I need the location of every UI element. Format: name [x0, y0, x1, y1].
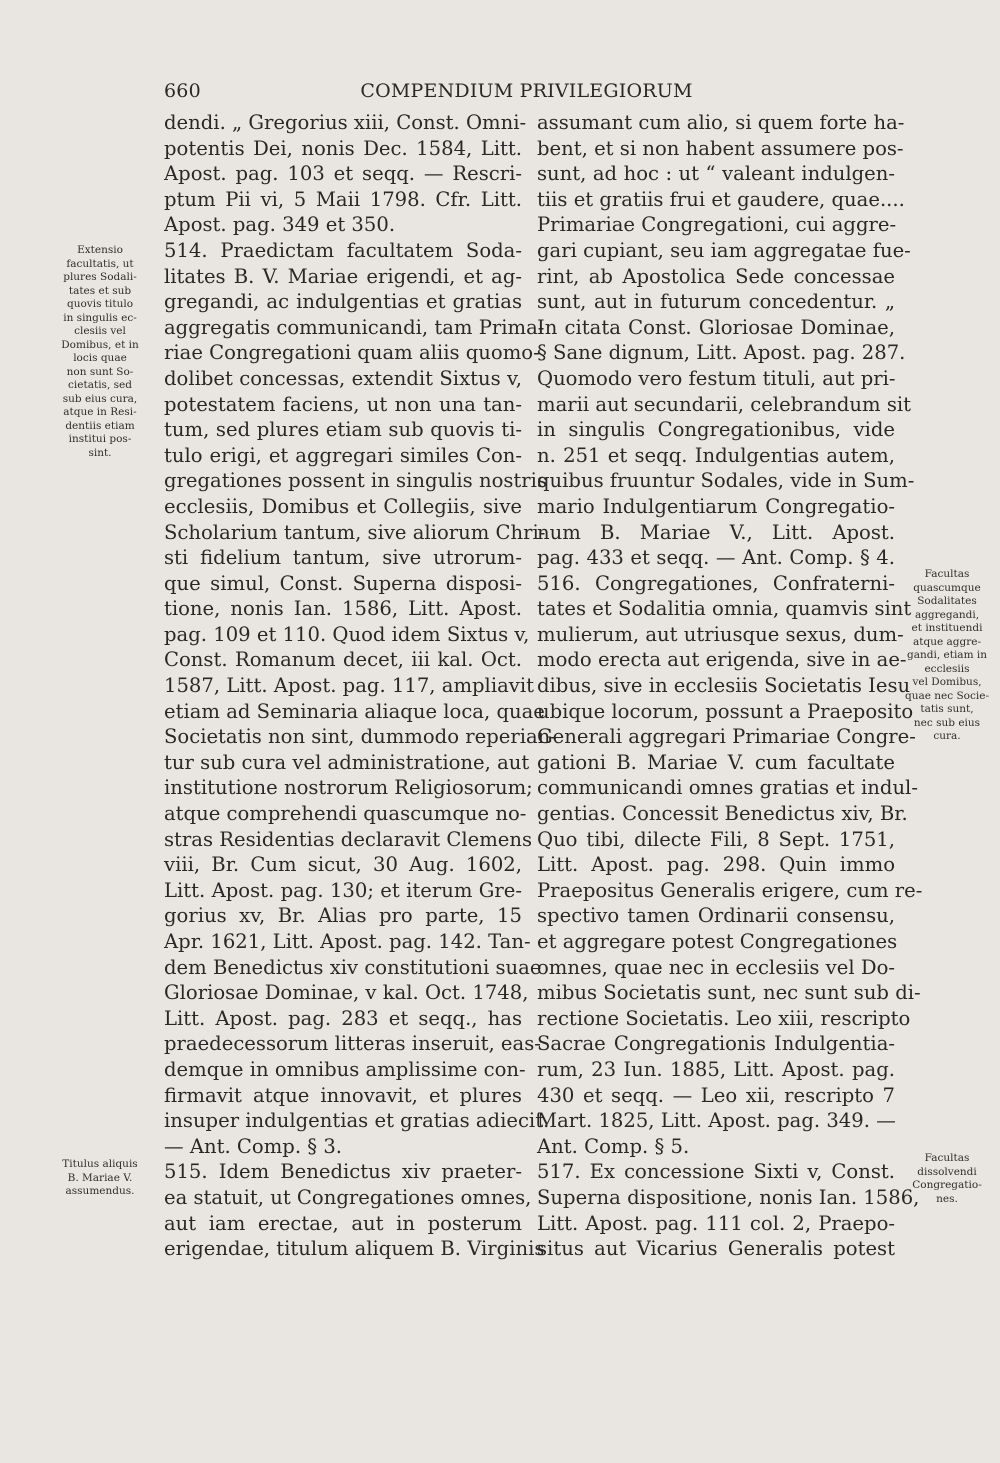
text-line: n. 251 et seqq. Indulgentias autem, [537, 443, 895, 467]
margin-note-line: assumendus. [65, 1185, 135, 1197]
text-line: ecclesiis, Domibus et Collegiis, sive [164, 494, 522, 518]
right-text-column [537, 110, 923, 1262]
margin-note-line: gandi, etiam in [907, 649, 987, 661]
text-line: litates B. V. Mariae erigendi, et ag- [164, 264, 522, 288]
margin-note-line: tates et sub [68, 284, 132, 297]
text-line: In citata Const. Gloriosae Dominae, [537, 315, 895, 339]
margin-note-line: nes. [936, 1192, 958, 1205]
margin-note-line: Extensio [77, 244, 123, 256]
margin-note-line: Facultas [924, 568, 970, 580]
text-line: sti fidelium tantum, sive utrorum- [164, 546, 522, 570]
margin-note-line: in singulis ec- [63, 311, 137, 324]
margin-note-line: Sodalitates [917, 595, 977, 607]
margin-note-line: ecclesiis [924, 662, 970, 675]
text-line: omnes, quae nec in ecclesiis vel Do- [537, 955, 895, 979]
text-line: stras Residentias declaravit Clemens [164, 827, 533, 851]
margin-note-line: tatis sunt, [920, 703, 974, 715]
text-line: modo erecta aut erigenda, sive in ae- [537, 648, 907, 672]
text-line: 517. Ex concessione Sixti v, Const. [537, 1160, 895, 1184]
text-line: Apost. pag. 349 et 350. [164, 213, 396, 237]
margin-note-line: aggregandi, [914, 608, 980, 621]
text-line: Gloriosae Dominae, v kal. Oct. 1748, [164, 981, 529, 1005]
text-line: ubique locorum, possunt a Praeposito [537, 699, 914, 723]
text-line: tulo erigi, et aggregari similes Con- [164, 443, 522, 467]
text-line: Quomodo vero festum tituli, aut pri- [537, 366, 896, 390]
text-line: Sacrae Congregationis Indulgentia- [537, 1032, 895, 1056]
margin-note-line: quae nec Socie- [904, 689, 989, 702]
text-line: sunt, ad hoc : ut “ valeant indulgen- [537, 162, 895, 186]
text-line: viii, Br. Cum sicut, 30 Aug. 1602, [164, 853, 522, 877]
text-line: mulierum, aut utriusque sexus, dum- [537, 622, 904, 646]
text-line: dibus, sive in ecclesiis Societatis Iesu [537, 674, 911, 698]
text-line: erigendae, titulum aliquem B. Virginis [164, 1237, 545, 1261]
text-line: potestatem faciens, ut non una tan- [164, 392, 522, 416]
margin-note-extensio [44, 244, 156, 460]
text-line: Litt. Apost. pag. 130; et iterum Gre- [164, 878, 522, 902]
text-line: aut iam erectae, aut in posterum [164, 1211, 522, 1235]
text-line: atque comprehendi quascumque no- [164, 802, 527, 826]
text-line: mibus Societatis sunt, nec sunt sub di- [537, 981, 921, 1005]
running-title: COMPENDIUM PRIVILEGIORUM [360, 80, 693, 102]
text-line: Const. Romanum decet, iii kal. Oct. [164, 648, 522, 672]
margin-note-line: cura. [933, 730, 961, 742]
text-line: riae Congregationi quam aliis quomo- [164, 341, 540, 365]
text-line: tione, nonis Ian. 1586, Litt. Apost. [164, 597, 522, 621]
text-line: Litt. Apost. pag. 283 et seqq., has [164, 1006, 522, 1030]
left-text-column [164, 110, 557, 1262]
text-line: Apr. 1621, Litt. Apost. pag. 142. Tan- [164, 930, 531, 953]
margin-note-line: locis quae [73, 352, 127, 364]
text-line: Mart. 1825, Litt. Apost. pag. 349. — [537, 1109, 896, 1133]
margin-note-line: Titulus aliquis [62, 1158, 138, 1170]
text-line: quibus fruuntur Sodales, vide in Sum- [537, 469, 915, 493]
text-line: pag. 433 et seqq. — Ant. Comp. § 4. [537, 546, 895, 570]
page-header [164, 80, 889, 110]
text-line: Scholarium tantum, sive aliorum Chri- [164, 520, 546, 544]
margin-note-line: atque aggre- [913, 635, 981, 648]
margin-note-line: dentiis etiam [65, 419, 135, 432]
text-line: dendi. „ Gregorius xiii, Const. Omni- [164, 111, 527, 134]
text-line: ea statuit, ut Congregationes omnes, [164, 1185, 532, 1209]
text-line: dolibet concessas, extendit Sixtus v, [164, 366, 522, 390]
margin-note-line: facultatis, ut [66, 257, 134, 270]
margin-note-line: sub eius cura, [62, 392, 138, 405]
text-line: et aggregare potest Congregationes [537, 930, 898, 953]
margin-note-line: Domibus, et in [61, 338, 139, 351]
text-line: § Sane dignum, Litt. Apost. pag. 287. [537, 341, 906, 365]
text-line: Primariae Congregationi, cui aggre- [537, 213, 897, 237]
margin-note-line: sint. [88, 446, 112, 459]
text-line: etiam ad Seminaria aliaque loca, quae [164, 699, 545, 723]
text-line: insuper indulgentias et gratias adiecit. [164, 1109, 550, 1133]
text-line: tum, sed plures etiam sub quovis ti- [164, 418, 522, 442]
text-line: rectione Societatis. Leo xiii, rescripto [537, 1006, 911, 1030]
text-line: Quo tibi, dilecte Fili, 8 Sept. 1751, [537, 827, 895, 851]
text-line: pag. 109 et 110. Quod idem Sixtus v, [164, 622, 530, 646]
text-line: assumant cum alio, si quem forte ha- [537, 111, 905, 134]
text-line: num B. Mariae V., Litt. Apost. [537, 520, 895, 544]
text-line: demque in omnibus amplissime con- [164, 1057, 526, 1081]
margin-note-line: non sunt So- [66, 365, 134, 378]
text-line: 516. Congregationes, Confraterni- [537, 571, 895, 595]
margin-note-facultas-aggregandi [900, 568, 994, 744]
text-line: — Ant. Comp. § 3. [164, 1134, 343, 1158]
margin-note-line: et instituendi [911, 622, 983, 634]
text-line: 514. Praedictam facultatem Soda- [164, 238, 522, 262]
margin-note-line: plures Sodali- [63, 271, 137, 283]
margin-note-titulus [44, 1158, 156, 1199]
text-line: 430 et seqq. — Leo xii, rescripto 7 [537, 1083, 895, 1107]
text-line: ptum Pii vi, 5 Maii 1798. Cfr. Litt. [164, 187, 522, 211]
text-line: firmavit atque innovavit, et plures [164, 1083, 522, 1107]
margin-note-facultas-dissolvendi [900, 1152, 994, 1206]
text-line: dem Benedictus xiv constitutioni suae [164, 955, 542, 979]
margin-note-line: nec sub eius [913, 716, 981, 729]
text-line: 515. Idem Benedictus xiv praeter- [164, 1160, 522, 1184]
margin-note-line: vel Domibus, [912, 676, 982, 688]
text-line: tates et Sodalitia omnia, quamvis sint [537, 597, 912, 621]
text-line: bent, et si non habent assumere pos- [537, 136, 904, 160]
margin-note-line: quovis titulo [66, 298, 134, 310]
text-line: gari cupiant, seu iam aggregatae fue- [537, 238, 911, 262]
text-line: Societatis non sint, dummodo reperian- [164, 725, 557, 749]
text-line: aggregatis communicandi, tam Prima- [164, 315, 545, 339]
text-line: tiis et gratiis frui et gaudere, quae.... [537, 187, 905, 211]
text-line: Superna dispositione, nonis Ian. 1586, [537, 1185, 920, 1209]
text-line: que simul, Const. Superna disposi- [164, 571, 522, 595]
text-line: rint, ab Apostolica Sede concessae [537, 264, 895, 288]
margin-note-line: dissolvendi [917, 1165, 977, 1178]
margin-note-line: institui pos- [68, 433, 132, 445]
text-line: Apost. pag. 103 et seqq. — Rescri- [164, 162, 522, 186]
margin-note-line: atque in Resi- [63, 406, 137, 418]
margin-note-line: Congregatio- [912, 1179, 982, 1191]
text-line: Litt. Apost. pag. 298. Quin immo [537, 853, 895, 877]
text-line: Generali aggregari Primariae Congre- [537, 725, 916, 749]
margin-note-line: clesiis vel [74, 325, 126, 337]
text-line: potentis Dei, nonis Dec. 1584, Litt. [164, 136, 522, 160]
margin-note-line: quascumque [913, 581, 981, 594]
page-number: 660 [164, 80, 201, 102]
text-line: tur sub cura vel administratione, aut [164, 750, 530, 774]
text-line: mario Indulgentiarum Congregatio- [537, 494, 895, 518]
text-line: in singulis Congregationibus, vide [537, 418, 895, 442]
text-line: gregationes possent in singulis nostris [164, 469, 547, 493]
text-line: institutione nostrorum Religiosorum; [164, 776, 533, 800]
text-line: rum, 23 Iun. 1885, Litt. Apost. pag. [537, 1057, 895, 1081]
text-line: situs aut Vicarius Generalis potest [537, 1237, 895, 1261]
text-line: gorius xv, Br. Alias pro parte, 15 [164, 904, 522, 928]
text-line: communicandi omnes gratias et indul- [537, 776, 918, 800]
text-line: Ant. Comp. § 5. [537, 1134, 690, 1158]
text-line: Praepositus Generalis erigere, cum re- [537, 878, 923, 902]
margin-note-line: B. Mariae V. [67, 1171, 133, 1184]
text-line: gregandi, ac indulgentias et gratias [164, 290, 522, 314]
text-line: praedecessorum litteras inseruit, eas- [164, 1032, 541, 1056]
text-line: Litt. Apost. pag. 111 col. 2, Praepo- [537, 1211, 895, 1235]
text-line: gentias. Concessit Benedictus xiv, Br. [537, 802, 908, 826]
margin-note-line: Facultas [924, 1152, 970, 1164]
text-line: gationi B. Mariae V. cum facultate [537, 750, 895, 774]
margin-note-line: cietatis, sed [68, 379, 132, 391]
text-line: 1587, Litt. Apost. pag. 117, ampliavit [164, 674, 534, 698]
text-line: marii aut secundarii, celebrandum sit [537, 392, 912, 416]
text-line: sunt, aut in futurum concedentur. „ [537, 290, 895, 314]
text-line: spectivo tamen Ordinarii consensu, [537, 904, 895, 928]
